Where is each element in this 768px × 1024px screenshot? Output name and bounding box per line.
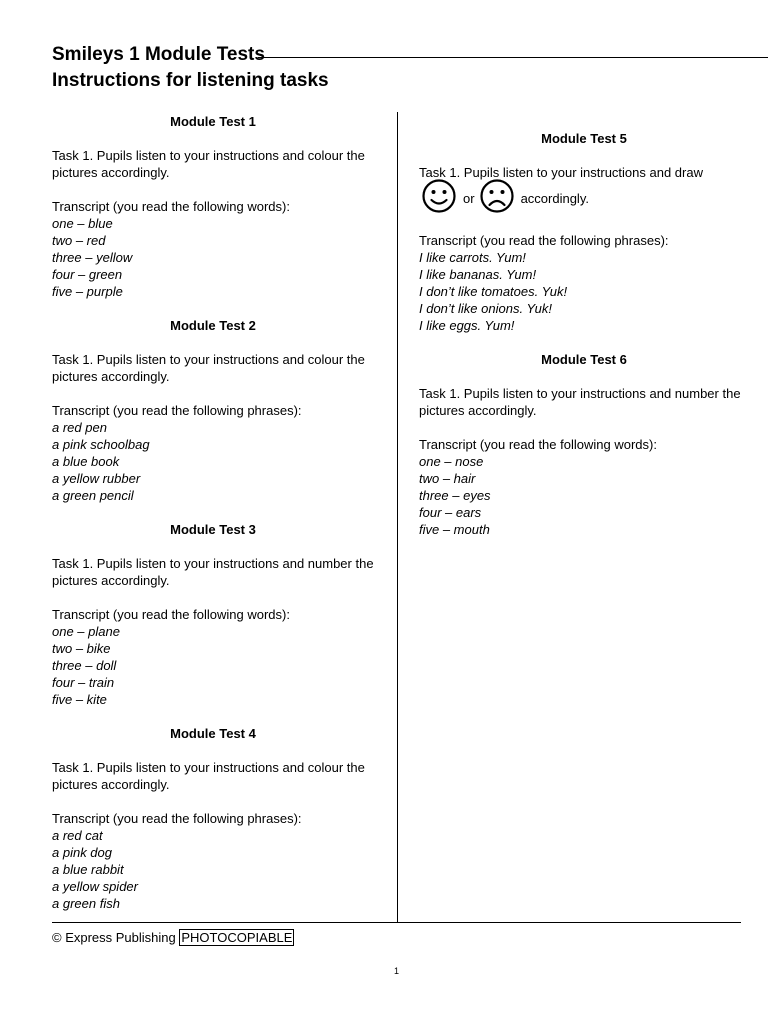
transcript-label: Transcript (you read the following phrases): — [52, 403, 302, 418]
header-rule — [258, 57, 768, 58]
section-heading: Module Test 6 — [541, 352, 627, 367]
right-column — [419, 130, 749, 555]
section-module-test-5 — [419, 130, 749, 334]
transcript-list — [52, 827, 374, 912]
transcript-label: Transcript (you read the following phrases): — [52, 811, 302, 826]
transcript-item: two – red — [52, 233, 106, 248]
transcript-item: four – train — [52, 675, 115, 690]
transcript-list — [52, 215, 374, 300]
transcript-label: Transcript (you read the following words): — [52, 607, 290, 622]
transcript-item: a blue rabbit — [52, 862, 124, 877]
photocopiable-label: PHOTOCOPIABLE — [181, 930, 293, 945]
section-heading: Module Test 5 — [541, 131, 627, 146]
copyright-text: © Express Publishing — [52, 930, 176, 945]
transcript-item: a pink schoolbag — [52, 437, 150, 452]
transcript-item: a pink dog — [52, 845, 112, 860]
transcript-item: one – plane — [52, 624, 120, 639]
footer-rule — [52, 922, 741, 923]
section-module-test-1 — [52, 113, 374, 300]
transcript-item: a red cat — [52, 828, 103, 843]
task-instruction: Task 1. Pupils listen to your instructions and number the pictures accordingly. — [419, 386, 741, 418]
happy-face-icon — [421, 179, 457, 217]
task-instruction: Task 1. Pupils listen to your instructions and colour the pictures accordingly. — [52, 352, 365, 384]
transcript-item: I don’t like onions. Yuk! — [419, 301, 552, 316]
transcript-item: three – yellow — [52, 250, 133, 265]
task-instruction: Task 1. Pupils listen to your instructions and number the pictures accordingly. — [52, 556, 374, 588]
footer — [52, 929, 294, 946]
or-text: or — [463, 190, 475, 206]
transcript-item: a green pencil — [52, 488, 134, 503]
transcript-item: two – hair — [419, 471, 476, 486]
transcript-item: one – nose — [419, 454, 484, 469]
section-heading: Module Test 1 — [170, 114, 256, 129]
smiley-choice-row — [421, 181, 749, 215]
transcript-item: four – ears — [419, 505, 482, 520]
document-title: Smileys 1 Module Tests — [52, 44, 265, 65]
transcript-item: a green fish — [52, 896, 120, 911]
transcript-item: three – doll — [52, 658, 117, 673]
transcript-item: a yellow spider — [52, 879, 138, 894]
sad-face-icon — [479, 179, 515, 217]
transcript-item: five – kite — [52, 692, 107, 707]
transcript-list — [52, 623, 374, 708]
section-heading: Module Test 2 — [170, 318, 256, 333]
task-instruction: Task 1. Pupils listen to your instructions and draw — [419, 165, 703, 180]
transcript-item: three – eyes — [419, 488, 491, 503]
transcript-item: I don’t like tomatoes. Yuk! — [419, 284, 568, 299]
transcript-list — [419, 249, 749, 334]
transcript-label: Transcript (you read the following words): — [419, 437, 657, 452]
transcript-list — [419, 453, 749, 538]
transcript-item: a blue book — [52, 454, 120, 469]
transcript-item: a yellow rubber — [52, 471, 141, 486]
section-module-test-6 — [419, 351, 749, 538]
accordingly-text: accordingly. — [520, 190, 589, 206]
section-heading: Module Test 3 — [170, 522, 256, 537]
transcript-item: five – purple — [52, 284, 123, 299]
page-number: 1 — [393, 966, 399, 976]
transcript-label: Transcript (you read the following words): — [52, 199, 290, 214]
transcript-item: one – blue — [52, 216, 113, 231]
transcript-label: Transcript (you read the following phrases): — [419, 233, 669, 248]
transcript-item: I like eggs. Yum! — [419, 318, 515, 333]
section-heading: Module Test 4 — [170, 726, 256, 741]
column-divider — [397, 112, 398, 922]
transcript-item: four – green — [52, 267, 123, 282]
document-subtitle: Instructions for listening tasks — [52, 70, 329, 91]
transcript-item: two – bike — [52, 641, 111, 656]
section-module-test-2 — [52, 317, 374, 504]
section-module-test-4 — [52, 725, 374, 912]
transcript-item: five – mouth — [419, 522, 490, 537]
transcript-item: a red pen — [52, 420, 107, 435]
task-instruction: Task 1. Pupils listen to your instructions and colour the pictures accordingly. — [52, 760, 365, 792]
transcript-list — [52, 419, 374, 504]
section-module-test-3 — [52, 521, 374, 708]
transcript-item: I like carrots. Yum! — [419, 250, 526, 265]
left-column — [52, 113, 374, 929]
task-instruction: Task 1. Pupils listen to your instructions and colour the pictures accordingly. — [52, 148, 365, 180]
transcript-item: I like bananas. Yum! — [419, 267, 537, 282]
